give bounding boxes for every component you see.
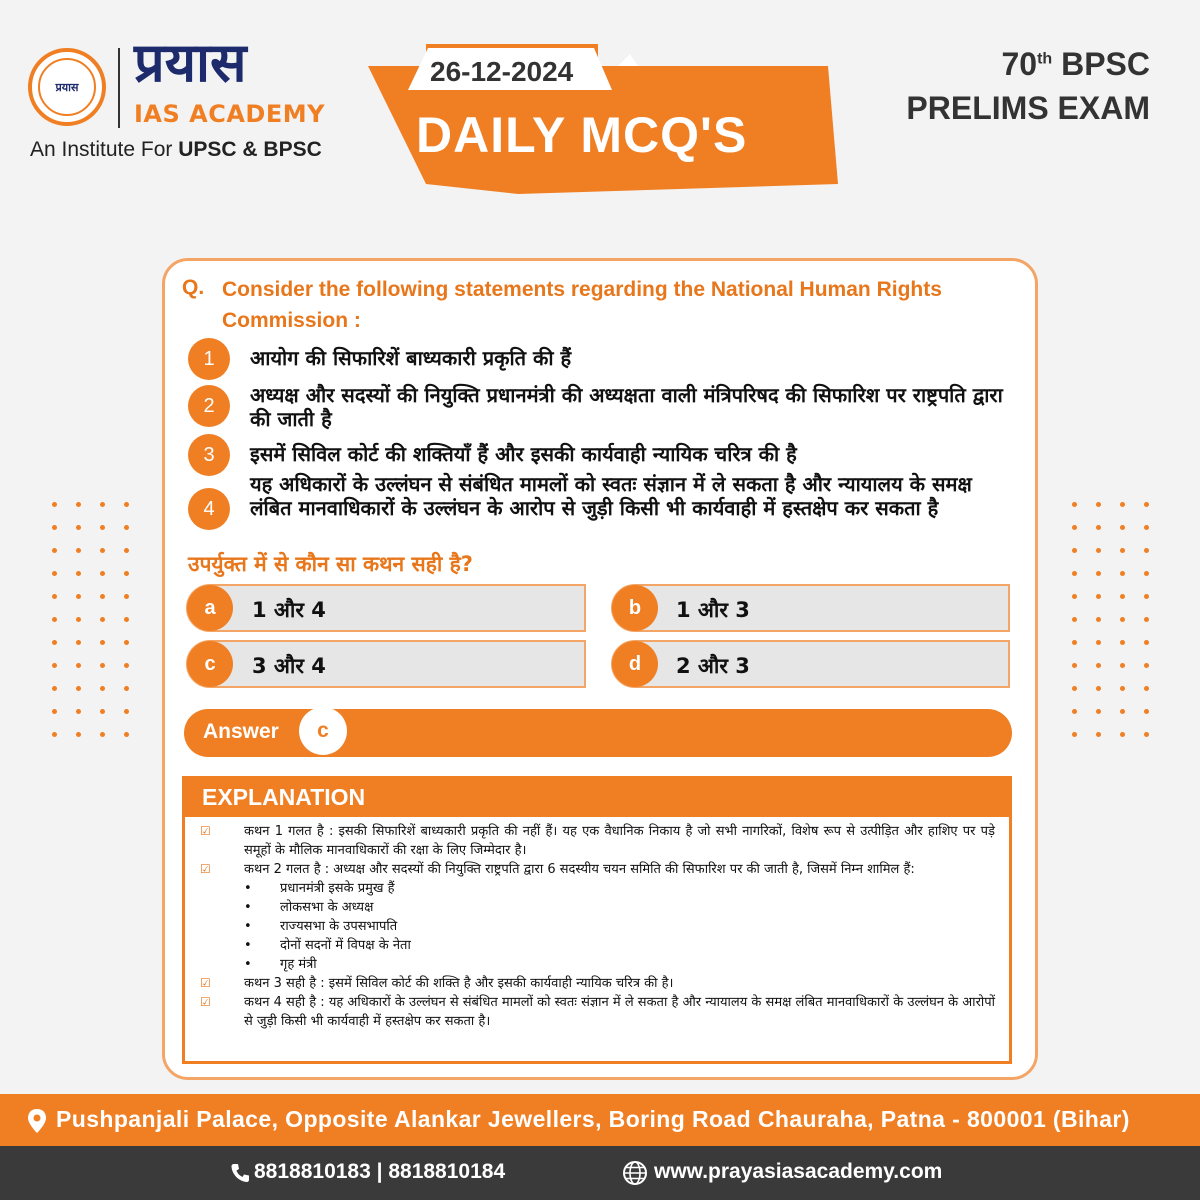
question-label: Q. <box>182 276 205 299</box>
option-d-badge: d <box>612 641 658 687</box>
explanation-item <box>200 822 995 860</box>
option-a-badge: a <box>187 585 233 631</box>
date-label: 26-12-2024 <box>430 56 574 87</box>
location-pin-icon <box>26 1108 48 1134</box>
statement-text-3: इसमें सिविल कोर्ट की शक्तियाँ हैं और इसकी कार्यवाही न्यायिक चरित्र की है <box>250 442 797 466</box>
question-prompt: उपर्युक्त में से कौन सा कथन सही है? <box>188 552 473 576</box>
brand-subtitle: IAS ACADEMY <box>134 100 325 128</box>
checkbox-icon: ☑ <box>200 976 211 990</box>
exam-title-line1 <box>1002 46 1151 83</box>
option-b-badge: b <box>612 585 658 631</box>
statement-number-1: 1 <box>188 338 230 380</box>
explanation-bullet <box>200 898 995 917</box>
option-c-text: 3 और 4 <box>252 654 326 678</box>
bullet-icon: • <box>244 900 252 915</box>
question-text: Consider the following statements regarding the National Human Rights Commission : <box>222 278 942 332</box>
exam-number: 70 <box>1001 46 1038 82</box>
bullet-text: दोनों सदनों में विपक्ष के नेता <box>280 938 411 953</box>
explanation-bullet <box>200 879 995 898</box>
option-c[interactable] <box>186 640 586 688</box>
bullet-icon: • <box>244 938 252 953</box>
exam-title-line2: PRELIMS EXAM <box>906 90 1150 126</box>
tagline-prefix: An Institute For <box>30 138 179 161</box>
logo-emblem: प्रयास <box>38 58 96 116</box>
option-a[interactable] <box>186 584 586 632</box>
explanation-text: कथन 4 सही है : यह अधिकारों के उल्लंघन से संबंधित मामलों को स्वतः संज्ञान में ले सकता है और न्यायालय के समक्ष लंबित मानवाधिकारों के उल्लंघन के आरोपों से जुड़ी किसी भी कार्यवाही में हस्तक्षेप कर सकता है। <box>244 995 995 1029</box>
logo-divider <box>118 48 120 128</box>
footer-phone-numbers[interactable]: 8818810183 | 8818810184 <box>254 1160 506 1183</box>
bullet-text: प्रधानमंत्री इसके प्रमुख हैं <box>280 881 395 896</box>
explanation-bullet <box>200 955 995 974</box>
option-c-badge: c <box>187 641 233 687</box>
explanation-item <box>200 993 995 1031</box>
academy-logo <box>28 48 106 126</box>
option-b[interactable] <box>611 584 1010 632</box>
bullet-icon: • <box>244 919 252 934</box>
explanation-text: कथन 3 सही है : इसमें सिविल कोर्ट की शक्ति है और इसकी कार्यवाही न्यायिक चरित्र की है। <box>244 976 674 991</box>
explanation-bullet <box>200 917 995 936</box>
explanation-title: EXPLANATION <box>202 784 366 810</box>
statement-number-4: 4 <box>188 488 230 530</box>
statement-number-3: 3 <box>188 434 230 476</box>
option-d-text: 2 और 3 <box>676 654 750 678</box>
answer-label: Answer <box>203 720 279 743</box>
explanation-bullet <box>200 936 995 955</box>
globe-icon <box>622 1160 648 1186</box>
banner-title: DAILY MCQ'S <box>416 107 748 163</box>
dot-pattern-left <box>52 502 130 737</box>
statement-text-1: आयोग की सिफारिशें बाध्यकारी प्रकृति की हैं <box>250 346 572 370</box>
explanation-text: कथन 1 गलत है : इसकी सिफारिशें बाध्यकारी प्रकृति की नहीं हैं। यह एक वैधानिक निकाय है जो सभी नागरिकों, विशेष रूप से उत्पीड़ित और हाशिए पर पड़े समूहों के मौलिक मानवाधिकारों की रक्षा के लिए जिम्मेदार है। <box>244 824 995 858</box>
checkbox-icon: ☑ <box>200 862 211 876</box>
exam-name: BPSC <box>1052 46 1150 82</box>
bullet-icon: • <box>244 957 252 972</box>
exam-ordinal: th <box>1037 50 1053 68</box>
answer-value: c <box>299 707 347 755</box>
option-d[interactable] <box>611 640 1010 688</box>
bullet-text: गृह मंत्री <box>280 957 317 972</box>
statement-text-4: यह अधिकारों के उल्लंघन से संबंधित मामलों को स्वतः संज्ञान में ले सकता है और न्यायालय के समक्ष लंबित मानवाधिकारों के उल्लंघन के आरोप से जुड़ी किसी भी कार्यवाही में हस्तक्षेप कर सकता है <box>250 472 972 520</box>
bullet-text: राज्यसभा के उपसभापति <box>280 919 398 934</box>
brand-name-hindi: प्रयास <box>134 31 247 94</box>
explanation-item <box>200 974 995 993</box>
checkbox-icon: ☑ <box>200 824 211 838</box>
brand-tagline <box>30 138 322 162</box>
explanation-item <box>200 860 995 879</box>
statement-number-2: 2 <box>188 385 230 427</box>
bullet-icon: • <box>244 881 252 896</box>
footer-address: Pushpanjali Palace, Opposite Alankar Jewellers, Boring Road Chauraha, Patna - 800001 (Bihar) <box>56 1106 1130 1132</box>
footer-website-link[interactable]: www.prayasiasacademy.com <box>654 1160 943 1183</box>
phone-icon <box>230 1162 250 1184</box>
dot-pattern-right <box>1072 502 1150 737</box>
bullet-text: लोकसभा के अध्यक्ष <box>280 900 374 915</box>
option-b-text: 1 और 3 <box>676 598 750 622</box>
statement-text-2: अध्यक्ष और सदस्यों की नियुक्ति प्रधानमंत्री की अध्यक्षता वाली मंत्रिपरिषद की सिफारिश पर राष्ट्रपति द्वारा की जाती है <box>250 383 1003 431</box>
tagline-bold: UPSC & BPSC <box>178 138 322 161</box>
checkbox-icon: ☑ <box>200 995 211 1009</box>
explanation-text: कथन 2 गलत है : अध्यक्ष और सदस्यों की नियुक्ति राष्ट्रपति द्वारा 6 सदस्यीय चयन समिति की सिफारिश पर की जाती है, जिसमें निम्न शामिल हैं: <box>244 862 915 877</box>
option-a-text: 1 और 4 <box>252 598 326 622</box>
explanation-body <box>200 822 995 1031</box>
footer-contact-bar <box>0 1146 1200 1200</box>
